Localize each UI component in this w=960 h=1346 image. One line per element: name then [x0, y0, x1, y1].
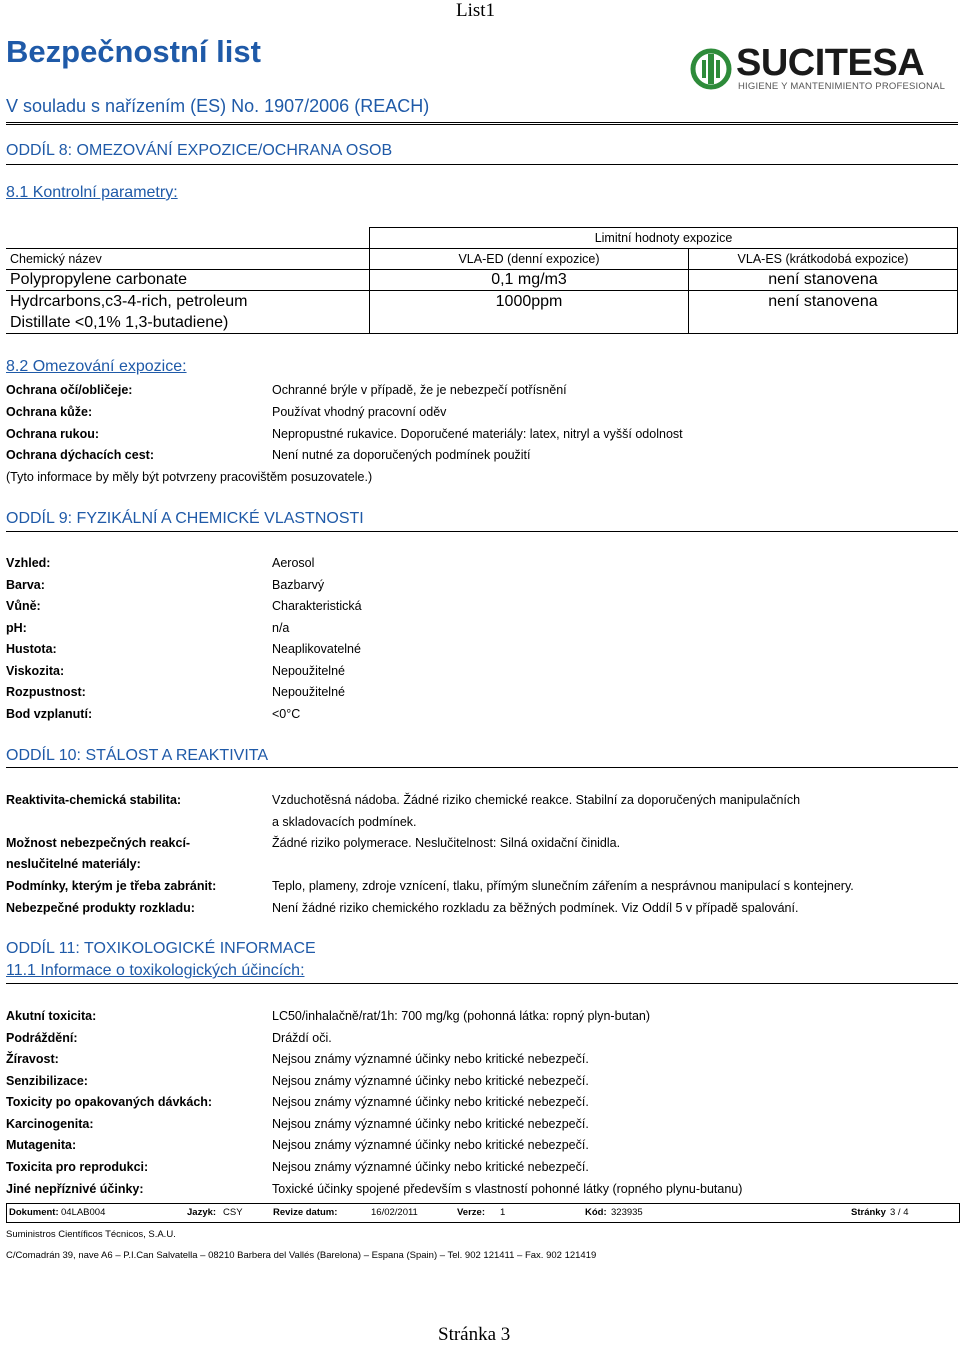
property-label: Viskozita: — [6, 664, 65, 678]
sucitesa-logo — [690, 44, 952, 94]
property-value: Nepoužitelné — [272, 664, 345, 678]
sheet-name: List1 — [456, 0, 496, 21]
property-label: Barva: — [6, 578, 45, 592]
protection-label: Ochrana dýchacích cest: — [6, 448, 154, 462]
section10-heading: ODDÍL 10: STÁLOST A REAKTIVITA — [6, 747, 269, 764]
protection-value: Nepropustné rukavice. Doporučené materiály: latex, nitryl a vyšší odolnost — [272, 427, 683, 441]
rev-label: Revize datum: — [273, 1207, 338, 1218]
reactivity-value-line2: a skladovacích podmínek. — [272, 815, 417, 829]
pages-value: 3 / 4 — [890, 1207, 909, 1218]
protection-label: Ochrana kůže: — [6, 405, 93, 419]
section8-heading-rule — [6, 164, 958, 165]
toxicology-label: Toxicita pro reprodukci: — [6, 1160, 149, 1174]
col-chemical-name: Chemický název — [6, 249, 370, 270]
row-name: Hydrcarbons,c3-4-rich, petroleum — [10, 293, 248, 310]
section9-heading: ODDÍL 9: FYZIKÁLNÍ A CHEMICKÉ VLASTNOSTI — [6, 510, 364, 527]
protection-value: Používat vhodný pracovní oděv — [272, 405, 447, 419]
header-divider — [6, 122, 958, 125]
toxicology-label: Jiné nepříznivé účinky: — [6, 1182, 144, 1196]
property-value: Neaplikovatelné — [272, 642, 361, 656]
property-label: Vůně: — [6, 599, 41, 613]
logo-tagline: HIGIENE Y MANTENIMIENTO PROFESIONAL — [738, 81, 946, 92]
row-name: Polypropylene carbonate — [6, 270, 370, 291]
document-subtitle: V souladu s nařízením (ES) No. 1907/2006 (REACH) — [6, 96, 430, 116]
exposure-limits-table — [6, 227, 958, 334]
table-row — [6, 270, 958, 291]
reactivity-label: Reaktivita-chemická stabilita: — [6, 793, 182, 807]
code-value: 323935 — [611, 1207, 643, 1218]
property-label: Hustota: — [6, 642, 57, 656]
toxicology-value: Nejsou známy významné účinky nebo kritické nebezpečí. — [272, 1074, 589, 1088]
row-vla-es: není stanovena — [689, 291, 958, 334]
company-address: C/Comadrán 39, nave A6 – P.I.Can Salvatella – 08210 Barbera del Vallés (Barelona) – Espana (Spain) – Tel. 902 121411 – Fax. 902 121419 — [6, 1250, 597, 1261]
toxicology-label: Senzibilizace: — [6, 1074, 88, 1088]
toxicology-value: Toxické účinky spojené především s vlastností pohonné látky (ropného plynu-butanu) — [272, 1182, 743, 1196]
row-name-line2: Distillate <0,1% 1,3-butadiene) — [10, 314, 229, 331]
logo-brand: SUCITESA — [736, 42, 925, 84]
property-label: pH: — [6, 621, 27, 635]
reactivity-value: Žádné riziko polymerace. Neslučitelnost: Silná oxidační činidla. — [272, 836, 621, 850]
toxicology-label: Žíravost: — [6, 1052, 59, 1066]
section11-heading: ODDÍL 11: TOXIKOLOGICKÉ INFORMACE — [6, 940, 316, 957]
toxicology-label: Akutní toxicita: — [6, 1009, 97, 1023]
reactivity-value: Není žádné riziko chemického rozkladu za běžných podmínek. Viz Oddíl 5 v případě spalování. — [272, 901, 799, 915]
table-row — [6, 291, 958, 334]
toxicology-value: Nejsou známy významné účinky nebo kritické nebezpečí. — [272, 1138, 589, 1152]
toxicology-value: Nejsou známy významné účinky nebo kritické nebezpečí. — [272, 1095, 589, 1109]
toxicology-value: LC50/inhalačně/rat/1h: 700 mg/kg (pohonná látka: ropný plyn-butan) — [272, 1009, 651, 1023]
property-label: Rozpustnost: — [6, 685, 86, 699]
protection-note: (Tyto informace by měly být potvrzeny pracovištěm posuzovatele.) — [6, 470, 373, 484]
reactivity-label: Možnost nebezpečných reakcí- — [6, 836, 191, 850]
document-info-bar — [6, 1203, 960, 1223]
document-title: Bezpečnostní list — [6, 34, 261, 69]
protection-label: Ochrana očí/obličeje: — [6, 383, 133, 397]
reactivity-label: Nebezpečné produkty rozkladu: — [6, 901, 195, 915]
reactivity-label-line2: neslučitelné materiály: — [6, 857, 141, 871]
toxicology-value: Dráždí oči. — [272, 1031, 332, 1045]
property-label: Vzhled: — [6, 556, 51, 570]
section9-heading-rule — [6, 531, 958, 532]
logo-emblem-icon — [690, 46, 732, 92]
company-name: Suministros Científicos Técnicos, S.A.U. — [6, 1229, 176, 1240]
protection-value: Ochranné brýle v případě, že je nebezpečí potřísnění — [272, 383, 567, 397]
rev-value: 16/02/2011 — [371, 1207, 418, 1218]
section8-sub1: 8.1 Kontrolní parametry: — [6, 184, 178, 201]
lang-value: CSY — [223, 1207, 243, 1218]
doc-label: Dokument: — [9, 1207, 59, 1218]
property-value: Bazbarvý — [272, 578, 325, 592]
ver-value: 1 — [500, 1207, 506, 1218]
toxicology-label: Karcinogenita: — [6, 1117, 94, 1131]
limits-group-header: Limitní hodnoty expozice — [370, 228, 958, 249]
col-vla-es: VLA-ES (krátkodobá expozice) — [689, 249, 958, 270]
reactivity-value: Vzduchotěsná nádoba. Žádné riziko chemické reakce. Stabilní za doporučených manipulačních — [272, 793, 801, 807]
row-vla-es: není stanovena — [689, 270, 958, 291]
property-value: Charakteristická — [272, 599, 362, 613]
lang-label: Jazyk: — [187, 1207, 217, 1218]
reactivity-label: Podmínky, kterým je třeba zabránit: — [6, 879, 217, 893]
protection-value: Není nutné za doporučených podmínek použití — [272, 448, 531, 462]
toxicology-label: Mutagenita: — [6, 1138, 77, 1152]
toxicology-value: Nejsou známy významné účinky nebo kritické nebezpečí. — [272, 1160, 589, 1174]
section11-sub: 11.1 Informace o toxikologických účincích: — [6, 962, 305, 979]
row-vla-ed: 1000ppm — [370, 291, 689, 334]
ver-label: Verze: — [457, 1207, 485, 1218]
toxicology-value: Nejsou známy významné účinky nebo kritické nebezpečí. — [272, 1117, 589, 1131]
toxicology-label: Toxicity po opakovaných dávkách: — [6, 1095, 213, 1109]
page-number: Stránka 3 — [438, 1324, 511, 1345]
property-value: Aerosol — [272, 556, 315, 570]
section8-sub2: 8.2 Omezování expozice: — [6, 358, 187, 375]
code-label: Kód: — [585, 1207, 607, 1218]
section10-heading-rule — [6, 767, 958, 768]
row-vla-ed: 0,1 mg/m3 — [370, 270, 689, 291]
protection-label: Ochrana rukou: — [6, 427, 100, 441]
section8-heading: ODDÍL 8: OMEZOVÁNÍ EXPOZICE/OCHRANA OSOB — [6, 142, 393, 159]
property-label: Bod vzplanutí: — [6, 707, 93, 721]
doc-value: 04LAB004 — [61, 1207, 106, 1218]
col-vla-ed: VLA-ED (denní expozice) — [370, 249, 689, 270]
toxicology-value: Nejsou známy významné účinky nebo kritické nebezpečí. — [272, 1052, 589, 1066]
toxicology-label: Podráždění: — [6, 1031, 78, 1045]
property-value: <0°C — [272, 707, 301, 721]
property-value: n/a — [272, 621, 290, 635]
section11-heading-rule — [6, 983, 958, 984]
property-value: Nepoužitelné — [272, 685, 345, 699]
pages-label: Stránky — [851, 1207, 886, 1218]
reactivity-value: Teplo, plameny, zdroje vznícení, tlaku, přímým slunečním zářením a nesprávnou manipulací s kontejnery. — [272, 879, 854, 893]
